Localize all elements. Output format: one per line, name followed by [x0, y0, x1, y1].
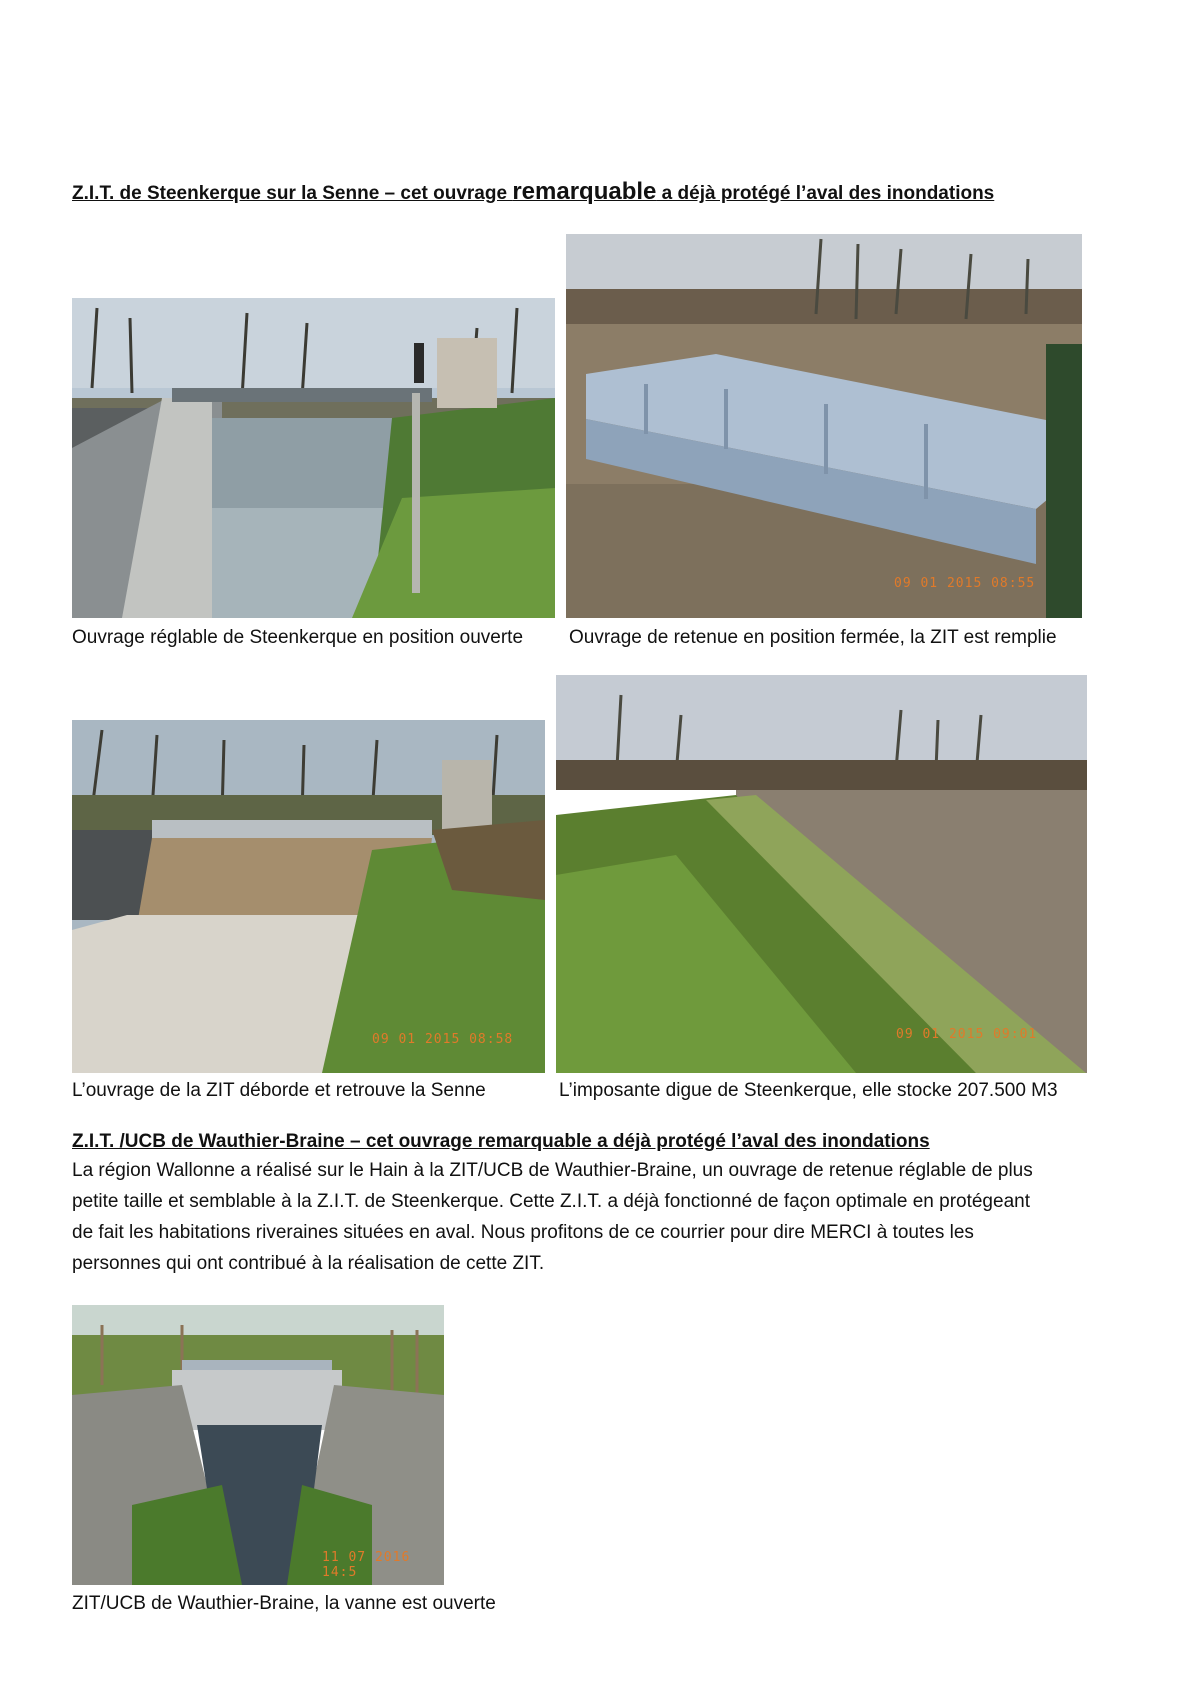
section1-heading-pre: Z.I.T. de Steenkerque sur la Senne – cet ouvrage	[72, 183, 513, 204]
photo-timestamp: 09 01 2015 08:55	[894, 576, 1036, 591]
section1-heading-post: a déjà protégé l’aval des inondations	[656, 183, 995, 204]
photo-wauthier-braine-gate	[72, 1305, 444, 1585]
photo-timestamp: 09 01 2015 08:58	[372, 1032, 514, 1047]
section1-heading	[72, 178, 994, 206]
section1-heading-emphasis: remarquable	[512, 178, 657, 205]
photo-timestamp: 09 01 2015 09:01	[896, 1027, 1038, 1042]
photo-timestamp: 11 07 2016 14:5	[322, 1550, 411, 1580]
paragraph-line: petite taille et semblable à la Z.I.T. de Steenkerque. Cette Z.I.T. a déjà fonctionné de façon optimale en protégeant	[72, 1191, 1030, 1212]
paragraph-line: de fait les habitations riveraines situées en aval. Nous profitons de ce courrier pour dire MERCI à toutes les	[72, 1222, 974, 1243]
caption-photo-1: Ouvrage réglable de Steenkerque en position ouverte	[72, 627, 524, 648]
paragraph-line: La région Wallonne a réalisé sur le Hain à la ZIT/UCB de Wauthier-Braine, un ouvrage de retenue réglable de plus	[72, 1160, 1033, 1181]
caption-photo-5: ZIT/UCB de Wauthier-Braine, la vanne est ouverte	[72, 1593, 496, 1614]
section2-heading: Z.I.T. /UCB de Wauthier-Braine – cet ouvrage remarquable a déjà protégé l’aval des inondations	[72, 1131, 930, 1152]
paragraph-line: personnes qui ont contribué à la réalisation de cette ZIT.	[72, 1253, 545, 1274]
section2-paragraph	[72, 1155, 1132, 1279]
caption-photo-4: L’imposante digue de Steenkerque, elle stocke 207.500 M3	[559, 1080, 1058, 1101]
caption-photo-3: L’ouvrage de la ZIT déborde et retrouve la Senne	[72, 1080, 486, 1101]
caption-photo-2: Ouvrage de retenue en position fermée, la ZIT est remplie	[569, 627, 1057, 648]
photo-steenkerque-dike	[556, 675, 1087, 1073]
photo-steenkerque-closed-gate	[566, 234, 1082, 618]
photo-steenkerque-overflow	[72, 720, 545, 1073]
photo-steenkerque-open-gate	[72, 298, 555, 618]
